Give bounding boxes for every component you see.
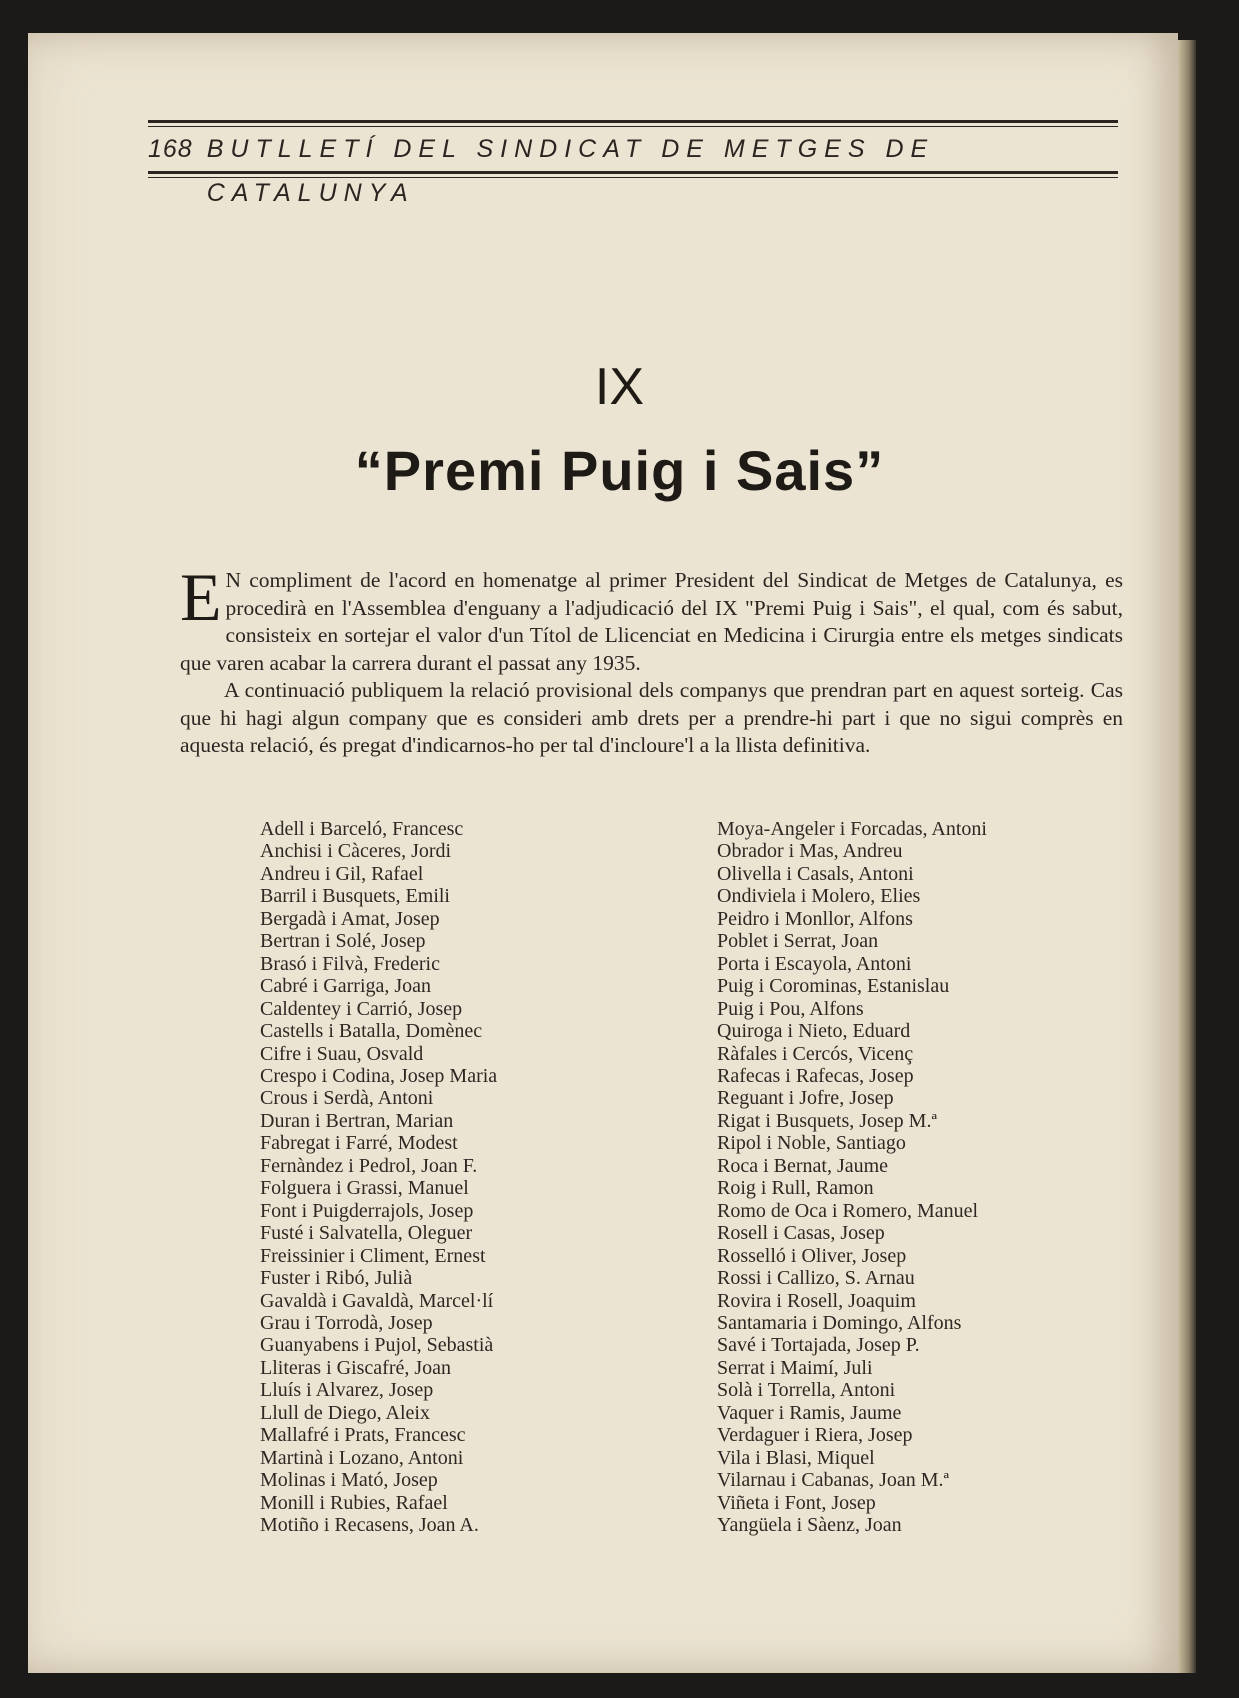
name-entry: Rafecas i Rafecas, Josep [717, 1064, 914, 1087]
page-number: 168 [148, 135, 193, 163]
name-entry: Andreu i Gil, Rafael [260, 862, 424, 885]
paragraph-1 [180, 559, 1123, 677]
name-entry: Cifre i Suau, Osvald [260, 1042, 424, 1065]
name-entry: Viñeta i Font, Josep [717, 1491, 876, 1514]
name-entry: Quiroga i Nieto, Eduard [717, 1020, 911, 1043]
name-entry: Savé i Tortajada, Josep P. [717, 1334, 920, 1357]
name-entry: Ràfales i Cercós, Vicenç [717, 1042, 914, 1065]
name-entry: Ripol i Noble, Santiago [717, 1132, 906, 1155]
name-entry: Rosselló i Oliver, Josep [717, 1244, 907, 1267]
name-entry: Vila i Blasi, Miquel [717, 1446, 875, 1469]
name-entry: Duran i Bertran, Marian [260, 1109, 454, 1132]
header-top-rule [148, 120, 1118, 127]
page [28, 33, 1178, 1673]
name-entry: Motiño i Recasens, Joan A. [260, 1514, 479, 1537]
name-entry: Crespo i Codina, Josep Maria [260, 1064, 498, 1087]
name-entry: Molinas i Mató, Josep [260, 1469, 438, 1492]
page-edge [1178, 40, 1196, 1673]
name-entry: Adell i Barceló, Francesc [260, 818, 464, 840]
name-entry: Lliteras i Giscafré, Joan [260, 1356, 452, 1379]
name-entry: Fabregat i Farré, Modest [260, 1132, 458, 1155]
name-entry: Bergadà i Amat, Josep [260, 907, 440, 930]
name-entry: Font i Puigderrajols, Josep [260, 1199, 474, 1222]
name-entry: Rigat i Busquets, Josep M.ª [717, 1109, 937, 1132]
name-entry: Monill i Rubies, Rafael [260, 1491, 448, 1514]
name-entry: Vilarnau i Cabanas, Joan M.ª [717, 1469, 950, 1492]
names-list-right [717, 818, 987, 1537]
name-entry: Rossi i Callizo, S. Arnau [717, 1267, 915, 1290]
article-body [180, 559, 1123, 760]
name-entry: Fernàndez i Pedrol, Joan F. [260, 1154, 478, 1177]
name-entry: Folguera i Grassi, Manuel [260, 1177, 469, 1200]
running-header [148, 120, 1118, 207]
name-entry: Grau i Torrodà, Josep [260, 1311, 433, 1334]
name-entry: Gavaldà i Gavaldà, Marcel·lí [260, 1289, 494, 1312]
name-entry: Anchisi i Càceres, Jordi [260, 840, 452, 863]
name-entry: Rovira i Rosell, Joaquim [717, 1289, 916, 1312]
name-entry: Solà i Torrella, Antoni [717, 1379, 896, 1402]
name-entry: Puig i Pou, Alfons [717, 997, 864, 1020]
drop-cap: E [180, 559, 222, 635]
name-entry: Barril i Busquets, Emili [260, 885, 450, 908]
name-entry: Puig i Corominas, Estanislau [717, 975, 950, 998]
name-entry: Ondiviela i Molero, Elies [717, 885, 921, 908]
name-entry: Olivella i Casals, Antoni [717, 862, 914, 885]
name-entry: Verdaguer i Riera, Josep [717, 1424, 913, 1447]
name-entry: Guanyabens i Pujol, Sebastià [260, 1334, 494, 1357]
name-entry: Romo de Oca i Romero, Manuel [717, 1199, 979, 1222]
name-entry: Vaquer i Ramis, Jaume [717, 1401, 902, 1424]
journal-title: BUTLLETÍ DEL SINDICAT DE METGES DE CATALUNYA [206, 135, 935, 207]
name-entry: Roca i Bernat, Jaume [717, 1154, 889, 1177]
name-entry: Brasó i Filvà, Frederic [260, 952, 440, 975]
name-entry: Poblet i Serrat, Joan [717, 930, 879, 953]
name-entry: Martinà i Lozano, Antoni [260, 1446, 464, 1469]
name-entry: Peidro i Monllor, Alfons [717, 907, 913, 930]
name-entry: Mallafré i Prats, Francesc [260, 1424, 466, 1447]
name-entry: Porta i Escayola, Antoni [717, 952, 912, 975]
name-entry: Llull de Diego, Aleix [260, 1401, 430, 1424]
name-entry: Fuster i Ribó, Julià [260, 1267, 413, 1290]
name-entry: Roig i Rull, Ramon [717, 1177, 874, 1200]
article-numeral: IX [594, 358, 645, 416]
name-entry: Bertran i Solé, Josep [260, 930, 426, 953]
name-entry: Castells i Batalla, Domènec [260, 1020, 483, 1043]
name-entry: Caldentey i Carrió, Josep [260, 997, 463, 1020]
name-entry: Yangüela i Sàenz, Joan [717, 1514, 902, 1537]
article-title: “Premi Puig i Sais” [354, 439, 885, 502]
paragraph-2: A continuació publiquem la relació provisional dels companys que prendran part en aquest sorteig. Cas que hi hagi algun company que es consideri amb drets per a prendre-hi part i que no sigui comprès en aquesta relació, és pregat d'indicarnos-ho per tal d'incloure'l a la llista definitiva. [180, 678, 1123, 757]
names-list-left [260, 818, 497, 1537]
name-entry: Freissinier i Climent, Ernest [260, 1244, 486, 1267]
name-entry: Moya-Angeler i Forcadas, Antoni [717, 818, 987, 840]
name-entry: Rosell i Casas, Josep [717, 1222, 885, 1245]
first-word-rest: N [225, 568, 242, 592]
name-entry: Lluís i Alvarez, Josep [260, 1379, 434, 1402]
name-entry: Obrador i Mas, Andreu [717, 840, 903, 863]
name-entry: Reguant i Jofre, Josep [717, 1087, 894, 1110]
name-entry: Santamaria i Domingo, Alfons [717, 1311, 962, 1334]
paragraph-1-text: compliment de l'acord en homenatge al primer President del Sindicat de Metges de Catalunya, es procedirà en l'Assemblea d'enguany a l'adjudicació del IX "Premi Puig i Sais", el qual, com és sabut, consisteix en sortejar el valor d'un Títol de Llicenciat en Medicina i Cirurgia entre els metges sindicats que varen acabar la carrera durant el passat any 1935. [180, 568, 1123, 675]
name-entry: Crous i Serdà, Antoni [260, 1087, 434, 1110]
name-entry: Fusté i Salvatella, Oleguer [260, 1222, 473, 1245]
name-entry: Cabré i Garriga, Joan [260, 975, 432, 998]
header-line [148, 127, 1118, 207]
name-entry: Serrat i Maimí, Juli [717, 1356, 873, 1379]
